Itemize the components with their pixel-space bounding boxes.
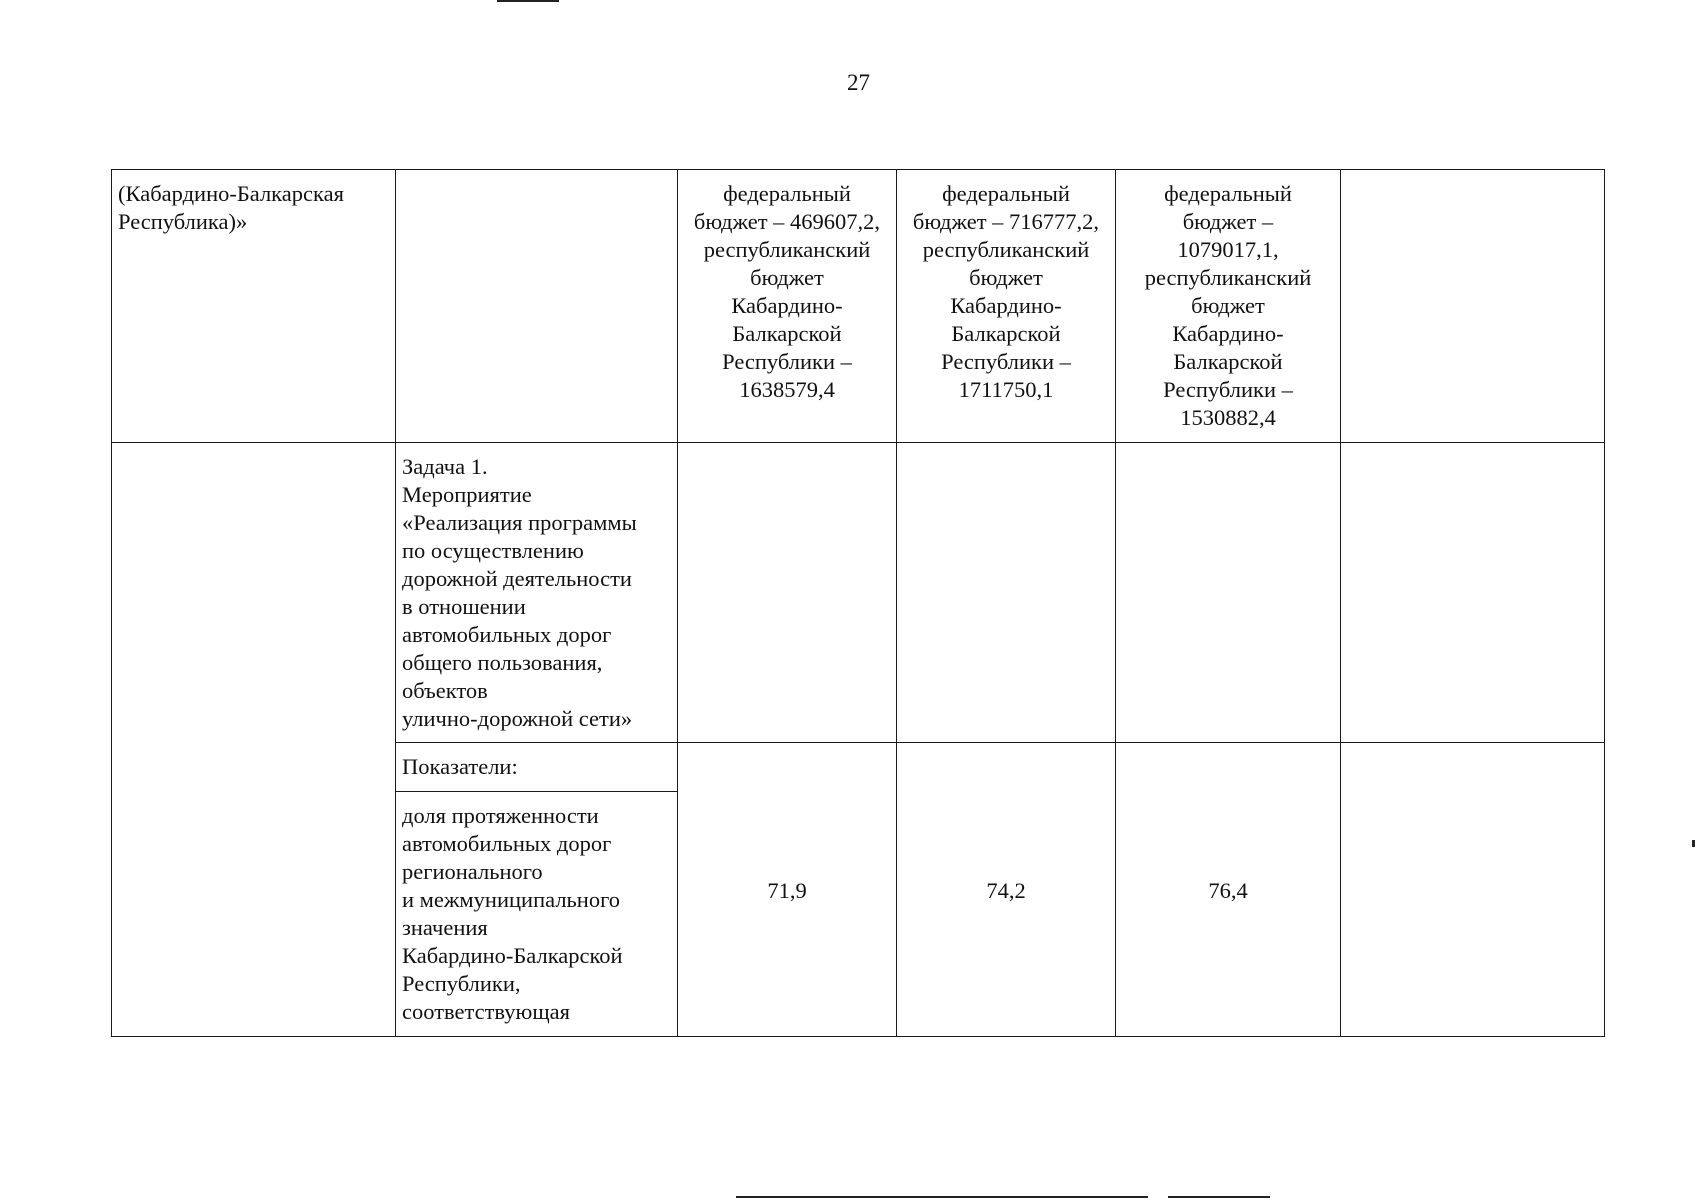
scan-mark-right	[1692, 840, 1695, 847]
scan-mark-bottom-left	[736, 1196, 1148, 1198]
table-row-funding	[112, 170, 1605, 443]
cell-indicators-label: Показатели:	[396, 743, 678, 792]
cell-empty	[678, 443, 897, 743]
cell-empty-last	[1341, 743, 1605, 1037]
cell-indicator-description: доля протяженности автомобильных дорог регионального и межмуниципального значения Кабардино-Балкарской Республики, соответствующая	[396, 792, 678, 1037]
cell-empty-left	[112, 443, 396, 1037]
cell-empty-last	[1341, 170, 1605, 443]
cell-empty	[1116, 443, 1341, 743]
program-table	[111, 169, 1605, 1037]
cell-indicator-year-1: 71,9	[678, 743, 897, 1037]
scan-mark-bottom-right	[1168, 1196, 1270, 1198]
cell-funding-year-2: федеральный бюджет – 716777,2, республиканский бюджет Кабардино- Балкарской Республики – 1711750,1	[897, 170, 1116, 443]
cell-empty	[1341, 443, 1605, 743]
cell-program-name: (Кабардино-Балкарская Республика)»	[112, 170, 396, 443]
cell-task-description: Задача 1. Мероприятие «Реализация программы по осуществлению дорожной деятельности в отношении автомобильных дорог общего пользования, объектов улично-дорожной сети»	[396, 443, 678, 743]
page-number: 27	[847, 70, 870, 95]
cell-empty	[396, 170, 678, 443]
cell-funding-year-1: федеральный бюджет – 469607,2, республиканский бюджет Кабардино- Балкарской Республики – 1638579,4	[678, 170, 897, 443]
cell-indicator-year-2: 74,2	[897, 743, 1116, 1037]
cell-indicator-year-3: 76,4	[1116, 743, 1341, 1037]
scan-mark-top	[497, 0, 559, 2]
cell-empty	[897, 443, 1116, 743]
table-row-task	[112, 443, 1605, 743]
cell-funding-year-3: федеральный бюджет – 1079017,1, республиканский бюджет Кабардино- Балкарской Республики – 1530882,4	[1116, 170, 1341, 443]
